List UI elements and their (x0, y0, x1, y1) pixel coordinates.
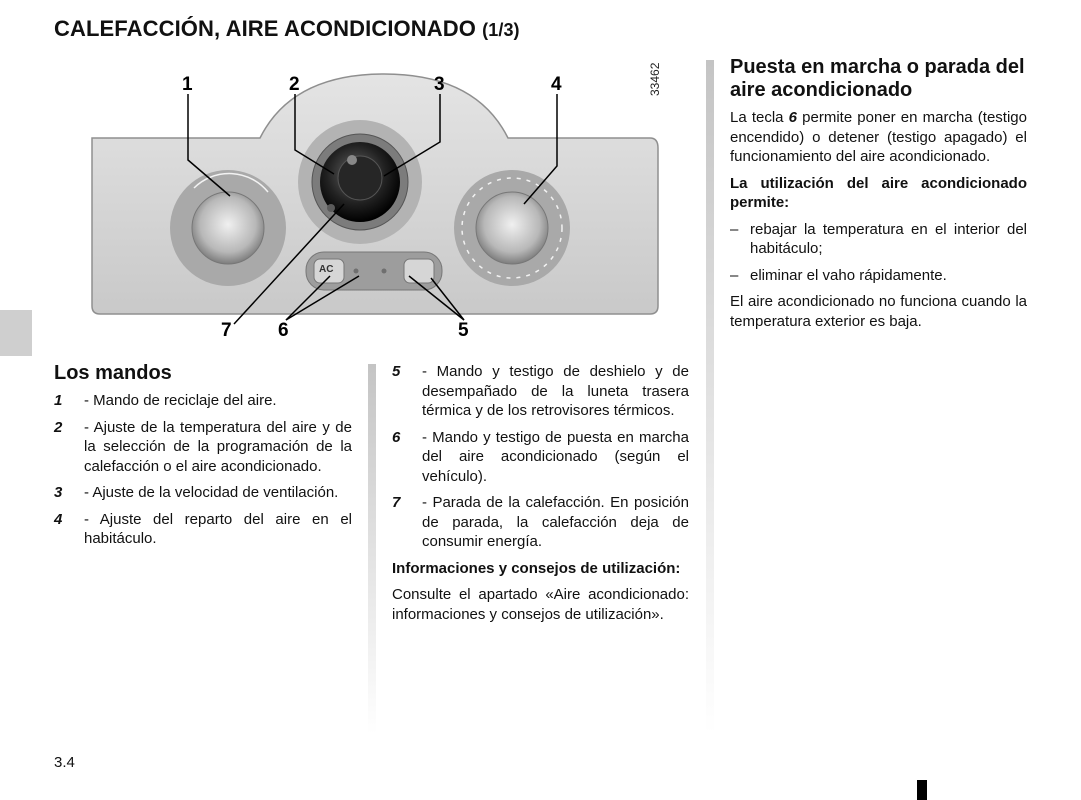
title-page-ref: (1/3) (482, 20, 520, 40)
callout-6: 6 (278, 320, 289, 341)
knob-indicator (347, 155, 357, 165)
bullet-text: rebajar la temperatura en el interior del habitáculo; (750, 220, 1027, 257)
knob-air-distribution (476, 192, 548, 264)
ac-button-label: AC (319, 264, 334, 275)
ac-benefits-lead: La utilización del aire acondicionado permite: (730, 174, 1027, 211)
control-panel-drawing (54, 56, 674, 352)
column-divider-right (706, 60, 714, 734)
item-number: 4 (54, 510, 63, 528)
heating-off-position (327, 204, 335, 212)
item-text: - Mando y testigo de deshielo y de desempañado de la luneta trasera térmica y de los retrovisores térmicos. (422, 363, 689, 419)
list-item (54, 391, 352, 411)
item-text: - Mando y testigo de puesta en marcha del aire acondicionado (según el vehículo). (422, 428, 689, 485)
item-text: - Ajuste de la velocidad de ventilación. (84, 484, 339, 501)
text-fragment: La tecla (730, 109, 789, 126)
ac-note: El aire acondicionado no funciona cuando la temperatura exterior es baja. (730, 293, 1027, 330)
bullet-text: eliminar el vaho rápidamente. (750, 266, 947, 284)
callout-3: 3 (434, 74, 445, 95)
page-marker (917, 780, 927, 800)
item-text: - Parada de la calefacción. En posición de parada, la calefacción deja de consumir energía. (422, 494, 689, 550)
control-panel-figure (54, 56, 674, 352)
callout-5: 5 (458, 320, 469, 341)
callout-1: 1 (182, 74, 193, 95)
bullet-item: – eliminar el vaho rápidamente. (730, 266, 1027, 286)
tips-text: Consulte el apartado «Aire acondicionado: informaciones y consejos de utilización». (392, 586, 689, 623)
section-heading-ac: Puesta en marcha o parada del aire acondicionado (730, 56, 1025, 101)
list-item (392, 428, 689, 487)
left-column (54, 362, 352, 556)
rear-defrost-button (404, 259, 434, 283)
text-fragment: permite poner en marcha (testigo encendido) o detener (testigo apagado) el funcionamiento del aire acondicionado. (730, 109, 1027, 165)
page-title (54, 16, 520, 42)
list-item (54, 510, 352, 549)
callout-7: 7 (221, 320, 232, 341)
item-number: 6 (392, 428, 401, 446)
item-text: - Mando de reciclaje del aire. (84, 392, 277, 409)
list-item (392, 493, 689, 552)
middle-column (392, 362, 689, 631)
bullet-item: – rebajar la temperatura en el interior del habitáculo; (730, 220, 1027, 257)
knob-recirculation (192, 192, 264, 264)
list-item (54, 483, 352, 503)
tips-heading: Informaciones y consejos de utilización: (392, 559, 681, 577)
key-number: 6 (788, 109, 797, 126)
ac-indicator-led (354, 269, 359, 274)
column-divider-left (368, 364, 376, 734)
callout-4: 4 (551, 74, 562, 95)
item-number: 2 (54, 418, 63, 436)
callout-2: 2 (289, 74, 300, 95)
item-text: - Ajuste de la temperatura del aire y de la selección de la programación de la calefacción o el aire acondicionado. (84, 418, 352, 475)
section-tab (0, 310, 32, 356)
item-number: 1 (54, 392, 63, 409)
item-number: 3 (54, 484, 63, 501)
title-text: CALEFACCIÓN, AIRE ACONDICIONADO (54, 16, 476, 41)
list-item (54, 418, 352, 477)
item-number: 7 (392, 494, 401, 511)
page-number: 3.4 (54, 754, 75, 771)
right-column (730, 56, 1027, 338)
ac-description (730, 108, 1027, 167)
section-heading-controls: Los mandos (54, 362, 172, 384)
item-text: - Ajuste del reparto del aire en el habitáculo. (84, 510, 352, 547)
figure-code: 33462 (648, 62, 662, 96)
defrost-indicator-led (382, 269, 387, 274)
list-item (392, 362, 689, 421)
knob-fan-speed (338, 156, 382, 200)
item-number: 5 (392, 363, 401, 380)
